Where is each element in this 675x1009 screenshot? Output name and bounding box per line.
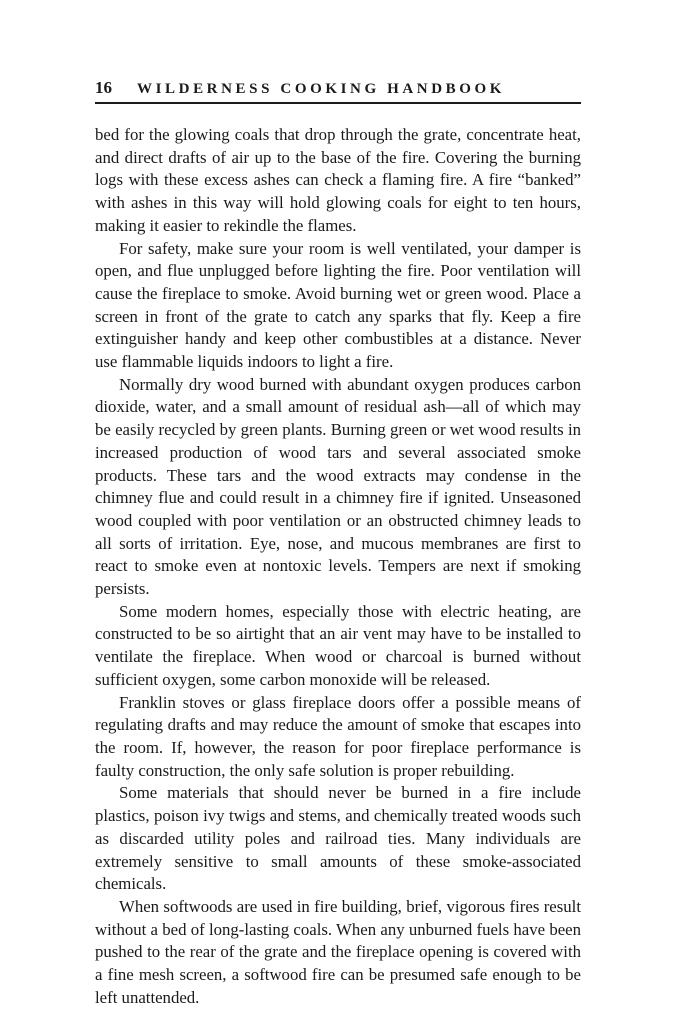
paragraph: Some modern homes, especially those with electric heating, are constructed to be so airtight that an air vent may have to be installed to ventilate the fireplace. When wood or charcoal is burned without sufficient oxygen, some carbon monoxide will be released. [95, 601, 581, 689]
paragraph: bed for the glowing coals that drop through the grate, concentrate heat, and direct drafts of air up to the base of the fire. Covering the burning logs with these excess ashes can check a flaming fire. A fire “banked” with ashes in this way will hold glowing coals for eight to ten hours, making it easier to rekindle the flames. [95, 125, 581, 235]
book-title: WILDERNESS COOKING HANDBOOK [137, 81, 506, 97]
paragraph: Franklin stoves or glass fireplace doors offer a possible means of regulating drafts and may reduce the amount of smoke that escapes into the room. If, however, the reason for poor fireplace performance is faulty construction, the only safe solution is proper rebuilding. [95, 692, 581, 780]
body-text [95, 124, 581, 1009]
paragraph: For safety, make sure your room is well ventilated, your damper is open, and flue unplugged before lighting the fire. Poor ventilation will cause the fireplace to smoke. Avoid burning wet or green wood. Place a screen in front of the grate to catch any sparks that fly. Keep a fire extinguisher handy and keep other combustibles at a distance. Never use flammable liquids indoors to light a fire. [95, 238, 581, 372]
running-head [95, 78, 581, 104]
book-page [95, 78, 581, 1009]
paragraph: When softwoods are used in fire building, brief, vigorous fires result without a bed of long-lasting coals. When any unburned fuels have been pushed to the rear of the grate and the fireplace opening is covered with a fine mesh screen, a softwood fire can be presumed safe enough to be left unattended. [95, 896, 581, 1007]
paragraph: Normally dry wood burned with abundant oxygen produces carbon dioxide, water, and a small amount of residual ash—all of which may be easily recycled by green plants. Burning green or wet wood results in increased production of wood tars and several associated smoke products. These tars and the wood extracts may condense in the chimney flue and could result in a chimney fire if ignited. Unseasoned wood coupled with poor ventilation or an obstructed chimney leads to all sorts of irritation. Eye, nose, and mucous membranes are first to react to smoke even at nontoxic levels. Tempers are next if smoking persists. [95, 374, 581, 599]
paragraph: Some materials that should never be burned in a fire include plastics, poison ivy twigs and stems, and chemically treated woods such as discarded utility poles and railroad ties. Many individuals are extremely sensitive to small amounts of these smoke-associated chemicals. [95, 783, 581, 894]
page-number: 16 [95, 78, 112, 97]
